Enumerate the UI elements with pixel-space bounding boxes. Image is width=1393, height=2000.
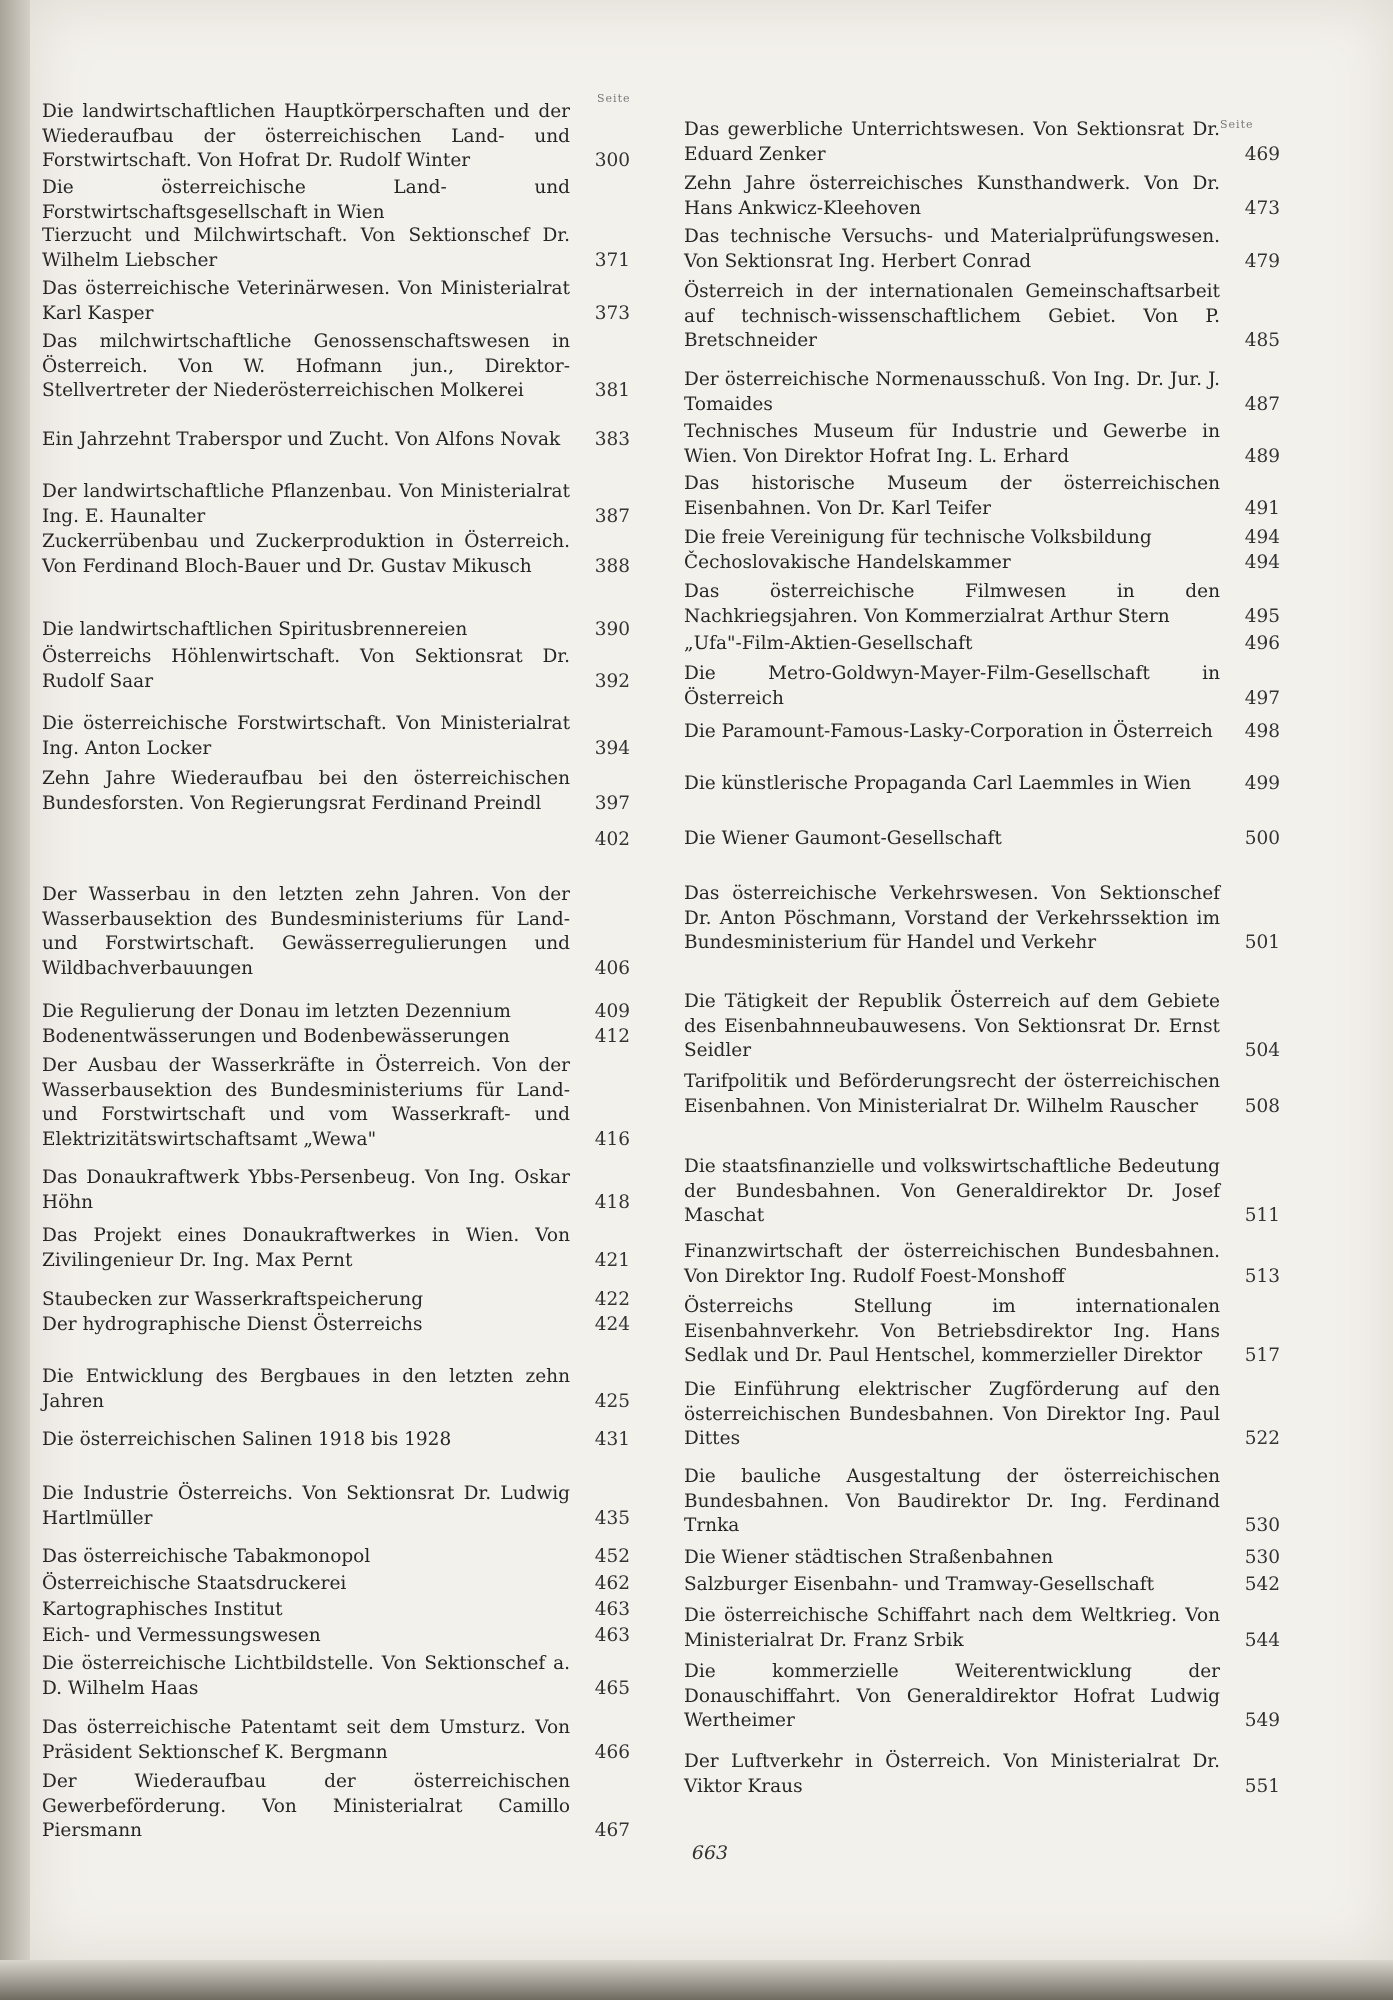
toc-entry-page: 435 <box>594 1507 630 1529</box>
toc-right-column <box>660 0 1280 1960</box>
toc-entry-page: 469 <box>1244 143 1280 165</box>
toc-entry-title: Zehn Jahre Wiederaufbau bei den österreichischen Bundesforsten. Von Regierungsrat Ferdinand Preindl <box>42 768 570 814</box>
toc-entry-page: 544 <box>1244 1629 1280 1651</box>
toc-entry-page: 402 <box>594 829 630 850</box>
toc-entry-title: Die künstlerische Propaganda Carl Laemmles in Wien <box>684 773 1192 794</box>
toc-entry-title: Die Regulierung der Donau im letzten Dezennium <box>42 1001 511 1022</box>
toc-entry-page: 465 <box>594 1677 630 1699</box>
toc-entry-page: 431 <box>594 1429 630 1450</box>
toc-entry-page: 425 <box>594 1390 630 1412</box>
toc-entry <box>42 1624 630 1649</box>
toc-entry-page: 508 <box>1244 1095 1280 1117</box>
toc-entry <box>42 1598 630 1623</box>
toc-entry-page: 418 <box>594 1191 630 1213</box>
toc-entry-page: 397 <box>594 792 630 814</box>
toc-entry-title: Österreichische Staatsdruckerei <box>42 1573 347 1594</box>
toc-entry-page: 452 <box>594 1546 630 1567</box>
toc-entry <box>42 1288 630 1313</box>
toc-entry <box>684 172 1280 221</box>
toc-entry <box>684 632 1280 657</box>
toc-entry <box>684 882 1280 956</box>
toc-entry <box>42 1572 630 1597</box>
toc-entry-page: 549 <box>1244 1710 1280 1731</box>
toc-entry-page: 463 <box>594 1625 630 1646</box>
toc-entry <box>42 1716 630 1765</box>
toc-entry-title: Die landwirtschaftlichen Hauptkörperschaften und der Wiederaufbau der österreichischen Land- und Forstwirtschaft. Von Hofrat Dr. Rudolf Winter <box>42 101 570 171</box>
toc-entry <box>684 420 1280 469</box>
toc-entry <box>684 1155 1280 1229</box>
toc-entry-title: Finanzwirtschaft der österreichischen Bundesbahnen. Von Direktor Ing. Rudolf Foest-Monshoff <box>684 1241 1220 1287</box>
toc-entry-page: 373 <box>594 302 630 324</box>
toc-entry <box>684 472 1280 521</box>
toc-entry <box>42 645 630 694</box>
toc-entry <box>42 1166 630 1215</box>
toc-entry-page: 517 <box>1244 1345 1280 1366</box>
toc-entry <box>42 618 630 643</box>
toc-entry <box>42 1365 630 1414</box>
toc-entry-title: Das Donaukraftwerk Ybbs-Persenbeug. Von Ing. Oskar Höhn <box>42 1167 570 1213</box>
toc-entry-page: 388 <box>594 555 630 577</box>
toc-entry-page: 412 <box>594 1026 630 1047</box>
toc-entry-page: 467 <box>594 1820 630 1841</box>
toc-entry-title: Die landwirtschaftlichen Spiritusbrennereien <box>42 619 468 640</box>
toc-entry <box>684 1465 1280 1539</box>
toc-entry-page: 542 <box>1244 1574 1280 1595</box>
toc-entry-title: Das historische Museum der österreichischen Eisenbahnen. Von Dr. Karl Teifer <box>684 473 1220 519</box>
toc-entry-page: 530 <box>1244 1547 1280 1568</box>
toc-entry-title: Der hydrographische Dienst Österreichs <box>42 1314 423 1335</box>
toc-entry-title: Die österreichische Schiffahrt nach dem Weltkrieg. Von Ministerialrat Dr. Franz Srbik <box>684 1605 1220 1651</box>
toc-entry <box>42 224 630 273</box>
toc-entry-page: 394 <box>594 737 630 759</box>
toc-entry <box>42 277 630 326</box>
toc-entry-page: 487 <box>1244 393 1280 415</box>
toc-entry-title: Die österreichische Lichtbildstelle. Von Sektionschef a. D. Wilhelm Haas <box>42 1653 570 1699</box>
toc-entry <box>42 1545 630 1570</box>
toc-entry <box>42 1000 630 1025</box>
toc-entry-page: 496 <box>1244 633 1280 654</box>
toc-entry <box>42 100 630 174</box>
toc-entry-title: Die bauliche Ausgestaltung der österreichischen Bundesbahnen. Von Baudirektor Dr. Ing. Ferdinand Trnka <box>684 1466 1220 1536</box>
toc-entry-page: 371 <box>594 249 630 271</box>
toc-entry-page: 381 <box>594 380 630 401</box>
toc-entry-page: 300 <box>594 150 630 171</box>
toc-entry-title: Die Paramount-Famous-Lasky-Corporation in Österreich <box>684 721 1213 742</box>
toc-entry-page: 551 <box>1244 1775 1280 1797</box>
toc-entry-title: Staubecken zur Wasserkraftspeicherung <box>42 1289 424 1310</box>
toc-entry-page: 522 <box>1244 1428 1280 1449</box>
toc-entry <box>42 176 630 225</box>
toc-entry-page: 466 <box>594 1741 630 1763</box>
toc-entry <box>684 1378 1280 1452</box>
toc-entry-page: 422 <box>594 1289 630 1310</box>
toc-entry <box>42 1652 630 1701</box>
toc-entry-title: Der Wiederaufbau der österreichischen Gewerbeförderung. Von Ministerialrat Camillo Piersmann <box>42 1771 570 1841</box>
toc-entry-title: Der landwirtschaftliche Pflanzenbau. Von Ministerialrat Ing. E. Haunalter <box>42 481 570 527</box>
toc-entry <box>684 368 1280 417</box>
toc-entry <box>684 526 1280 551</box>
toc-entry <box>684 118 1280 167</box>
toc-entry-title: Zuckerrübenbau und Zuckerproduktion in Österreich. Von Ferdinand Bloch-Bauer und Dr. Gustav Mikusch <box>42 531 570 577</box>
toc-entry-title: Das gewerbliche Unterrichtswesen. Von Sektionsrat Dr. Eduard Zenker <box>684 119 1220 165</box>
toc-entry <box>684 720 1280 745</box>
toc-entry <box>684 551 1280 576</box>
toc-entry-title: Zehn Jahre österreichisches Kunsthandwerk. Von Dr. Hans Ankwicz-Kleehoven <box>684 173 1220 219</box>
toc-entry-title: Kartographisches Institut <box>42 1599 283 1620</box>
toc-entry-title: Das technische Versuchs- und Materialprüfungswesen. Von Sektionsrat Ing. Herbert Conrad <box>684 226 1220 272</box>
toc-entry-page: 406 <box>594 957 630 979</box>
toc-entry <box>684 1295 1280 1369</box>
toc-entry-title: Die Wiener Gaumont-Gesellschaft <box>684 828 1002 849</box>
toc-entry <box>42 828 630 853</box>
toc-entry <box>684 827 1280 852</box>
toc-entry <box>684 772 1280 797</box>
toc-entry <box>684 1070 1280 1119</box>
toc-entry-page: 530 <box>1244 1515 1280 1536</box>
toc-entry <box>42 428 630 453</box>
toc-entry-page: 479 <box>1244 250 1280 272</box>
toc-entry <box>684 1240 1280 1289</box>
toc-entry-page: 485 <box>1244 330 1280 351</box>
toc-entry-title: Die österreichischen Salinen 1918 bis 1928 <box>42 1429 452 1450</box>
toc-entry <box>684 1660 1280 1734</box>
toc-entry-title: Österreichs Höhlenwirtschaft. Von Sektionsrat Dr. Rudolf Saar <box>42 646 570 692</box>
toc-entry-title: Die Entwicklung des Bergbaues in den letzten zehn Jahren <box>42 1366 570 1412</box>
toc-entry <box>684 225 1280 274</box>
toc-entry-page: 392 <box>594 670 630 692</box>
toc-entry-title: Eich- und Vermessungswesen <box>42 1625 321 1646</box>
toc-entry-title: Bodenentwässerungen und Bodenbewässerungen <box>42 1026 510 1047</box>
toc-entry-page: 463 <box>594 1599 630 1620</box>
toc-entry-page: 498 <box>1244 721 1280 742</box>
toc-entry-title: Tarifpolitik und Beförderungsrecht der österreichischen Eisenbahnen. Von Ministerialrat Dr. Wilhelm Rauscher <box>684 1071 1220 1117</box>
toc-entry-page: 494 <box>1244 552 1280 573</box>
toc-entry-title: Das österreichische Patentamt seit dem Umsturz. Von Präsident Sektionschef K. Bergmann <box>42 1717 570 1763</box>
toc-entry-title: Das österreichische Tabakmonopol <box>42 1546 371 1567</box>
toc-entry-title: Österreichs Stellung im internationalen Eisenbahnverkehr. Von Betriebsdirektor Ing. Hans Sedlak und Dr. Paul Hentschel, kommerzieller Direktor <box>684 1296 1220 1366</box>
toc-entry-page: 390 <box>594 619 630 640</box>
toc-entry-page: 494 <box>1244 527 1280 548</box>
toc-entry-page: 424 <box>594 1314 630 1335</box>
toc-entry-title: Der Luftverkehr in Österreich. Von Ministerialrat Dr. Viktor Kraus <box>684 1751 1220 1797</box>
table-surface <box>0 1960 1393 2000</box>
book-page <box>30 0 1393 1960</box>
toc-entry <box>42 1025 630 1050</box>
toc-entry <box>42 1224 630 1273</box>
seite-header-left: Seite <box>597 92 631 105</box>
toc-entry-page: 504 <box>1244 1040 1280 1061</box>
toc-entry-page: 409 <box>594 1001 630 1022</box>
toc-entry-title: Die Wiener städtischen Straßenbahnen <box>684 1547 1054 1568</box>
toc-entry-page: 416 <box>594 1128 630 1150</box>
toc-entry-title: Die österreichische Forstwirtschaft. Von Ministerialrat Ing. Anton Locker <box>42 713 570 759</box>
toc-entry-title: Der Ausbau der Wasserkräfte in Österreich. Von der Wasserbausektion des Bundesministeriums für Land- und Forstwirtschaft und vom Wasserkraft- und Elektrizitätswirtschaftsamt „Wewa" <box>42 1055 570 1150</box>
toc-entry-title: Tierzucht und Milchwirtschaft. Von Sektionschef Dr. Wilhelm Liebscher <box>42 225 570 271</box>
toc-entry <box>42 1482 630 1531</box>
toc-entry <box>684 1546 1280 1571</box>
toc-entry-page: 489 <box>1244 445 1280 467</box>
toc-entry-page: 497 <box>1244 687 1280 709</box>
toc-entry-title: Das österreichische Filmwesen in den Nachkriegsjahren. Von Kommerzialrat Arthur Stern <box>684 581 1220 627</box>
toc-entry <box>42 330 630 404</box>
toc-entry <box>42 1770 630 1844</box>
toc-entry-title: Das Projekt eines Donaukraftwerkes in Wien. Von Zivilingenieur Dr. Ing. Max Pernt <box>42 1225 570 1271</box>
toc-entry-title: Salzburger Eisenbahn- und Tramway-Gesellschaft <box>684 1574 1155 1595</box>
toc-entry-page: 421 <box>594 1249 630 1271</box>
toc-entry-page: 462 <box>594 1573 630 1594</box>
toc-entry-title: Ein Jahrzehnt Traberspor und Zucht. Von Alfons Novak <box>42 429 561 450</box>
toc-entry <box>42 530 630 579</box>
toc-entry-title: Technisches Museum für Industrie und Gewerbe in Wien. Von Direktor Hofrat Ing. L. Erhard <box>684 421 1220 467</box>
toc-entry-page: 513 <box>1244 1265 1280 1287</box>
toc-entry-title: Die Metro-Goldwyn-Mayer-Film-Gesellschaft in Österreich <box>684 663 1220 709</box>
page-binding-edge <box>0 0 30 2000</box>
toc-entry <box>42 883 630 981</box>
toc-entry-page: 500 <box>1244 828 1280 849</box>
seite-header-right: Seite <box>1220 118 1254 131</box>
toc-entry-title: Die Industrie Österreichs. Von Sektionsrat Dr. Ludwig Hartlmüller <box>42 1483 570 1529</box>
toc-entry-title: Čechoslovakische Handelskammer <box>684 552 1011 573</box>
toc-entry <box>42 712 630 761</box>
toc-entry <box>684 990 1280 1064</box>
toc-entry <box>684 1750 1280 1799</box>
toc-entry-title: Die freie Vereinigung für technische Volksbildung <box>684 527 1152 548</box>
toc-entry-title: Die österreichische Land- und Forstwirtschaftsgesellschaft in Wien <box>42 177 570 223</box>
toc-entry-page: 501 <box>1244 932 1280 953</box>
toc-entry-title: Das milchwirtschaftliche Genossenschaftswesen in Österreich. Von W. Hofmann jun., Direktor-Stellvertreter der Niederösterreichischen Molkerei <box>42 331 570 401</box>
toc-entry-title: Österreich in der internationalen Gemeinschaftsarbeit auf technisch-wissenschaftlichem Gebiet. Von P. Bretschneider <box>684 281 1220 351</box>
toc-entry-page: 511 <box>1244 1205 1280 1226</box>
toc-entry-page: 499 <box>1244 773 1280 794</box>
toc-entry-title: „Ufa"-Film-Aktien-Gesellschaft <box>684 633 973 654</box>
toc-entry-title: Das österreichische Verkehrswesen. Von Sektionschef Dr. Anton Pöschmann, Vorstand der Verkehrssektion im Bundesministerium für Handel und Verkehr <box>684 883 1220 953</box>
toc-left-column <box>42 0 647 1960</box>
toc-entry-page: 387 <box>594 505 630 527</box>
page-number: 663 <box>691 1842 729 1864</box>
toc-entry-page: 383 <box>594 429 630 450</box>
toc-entry <box>42 1054 630 1152</box>
toc-entry <box>684 1573 1280 1598</box>
toc-entry-title: Die staatsfinanzielle und volkswirtschaftliche Bedeutung der Bundesbahnen. Von Generaldirektor Dr. Josef Maschat <box>684 1156 1220 1226</box>
toc-entry-title: Die kommerzielle Weiterentwicklung der Donauschiffahrt. Von Generaldirektor Hofrat Ludwig Wertheimer <box>684 1661 1220 1731</box>
toc-entry-title: Die Einführung elektrischer Zugförderung auf den österreichischen Bundesbahnen. Von Direktor Ing. Paul Dittes <box>684 1379 1220 1449</box>
toc-entry-title: Das österreichische Veterinärwesen. Von Ministerialrat Karl Kasper <box>42 278 570 324</box>
toc-entry <box>42 767 630 816</box>
toc-entry <box>42 480 630 529</box>
toc-entry <box>684 580 1280 629</box>
toc-entry <box>684 1604 1280 1653</box>
toc-entry-page: 473 <box>1244 197 1280 219</box>
toc-entry-page: 491 <box>1244 497 1280 519</box>
toc-entry-title: Der österreichische Normenausschuß. Von Ing. Dr. Jur. J. Tomaides <box>684 369 1220 415</box>
toc-entry <box>42 1428 630 1453</box>
toc-entry-title: Die Tätigkeit der Republik Österreich auf dem Gebiete des Eisenbahnneubauwesens. Von Sektionsrat Dr. Ernst Seidler <box>684 991 1220 1061</box>
toc-entry-title: Der Wasserbau in den letzten zehn Jahren. Von der Wasserbausektion des Bundesministeriums für Land- und Forstwirtschaft. Gewässerregulierungen und Wildbachverbauungen <box>42 884 570 979</box>
toc-entry <box>684 280 1280 354</box>
toc-entry <box>42 1313 630 1338</box>
toc-entry <box>684 662 1280 711</box>
toc-entry-page: 495 <box>1244 605 1280 627</box>
